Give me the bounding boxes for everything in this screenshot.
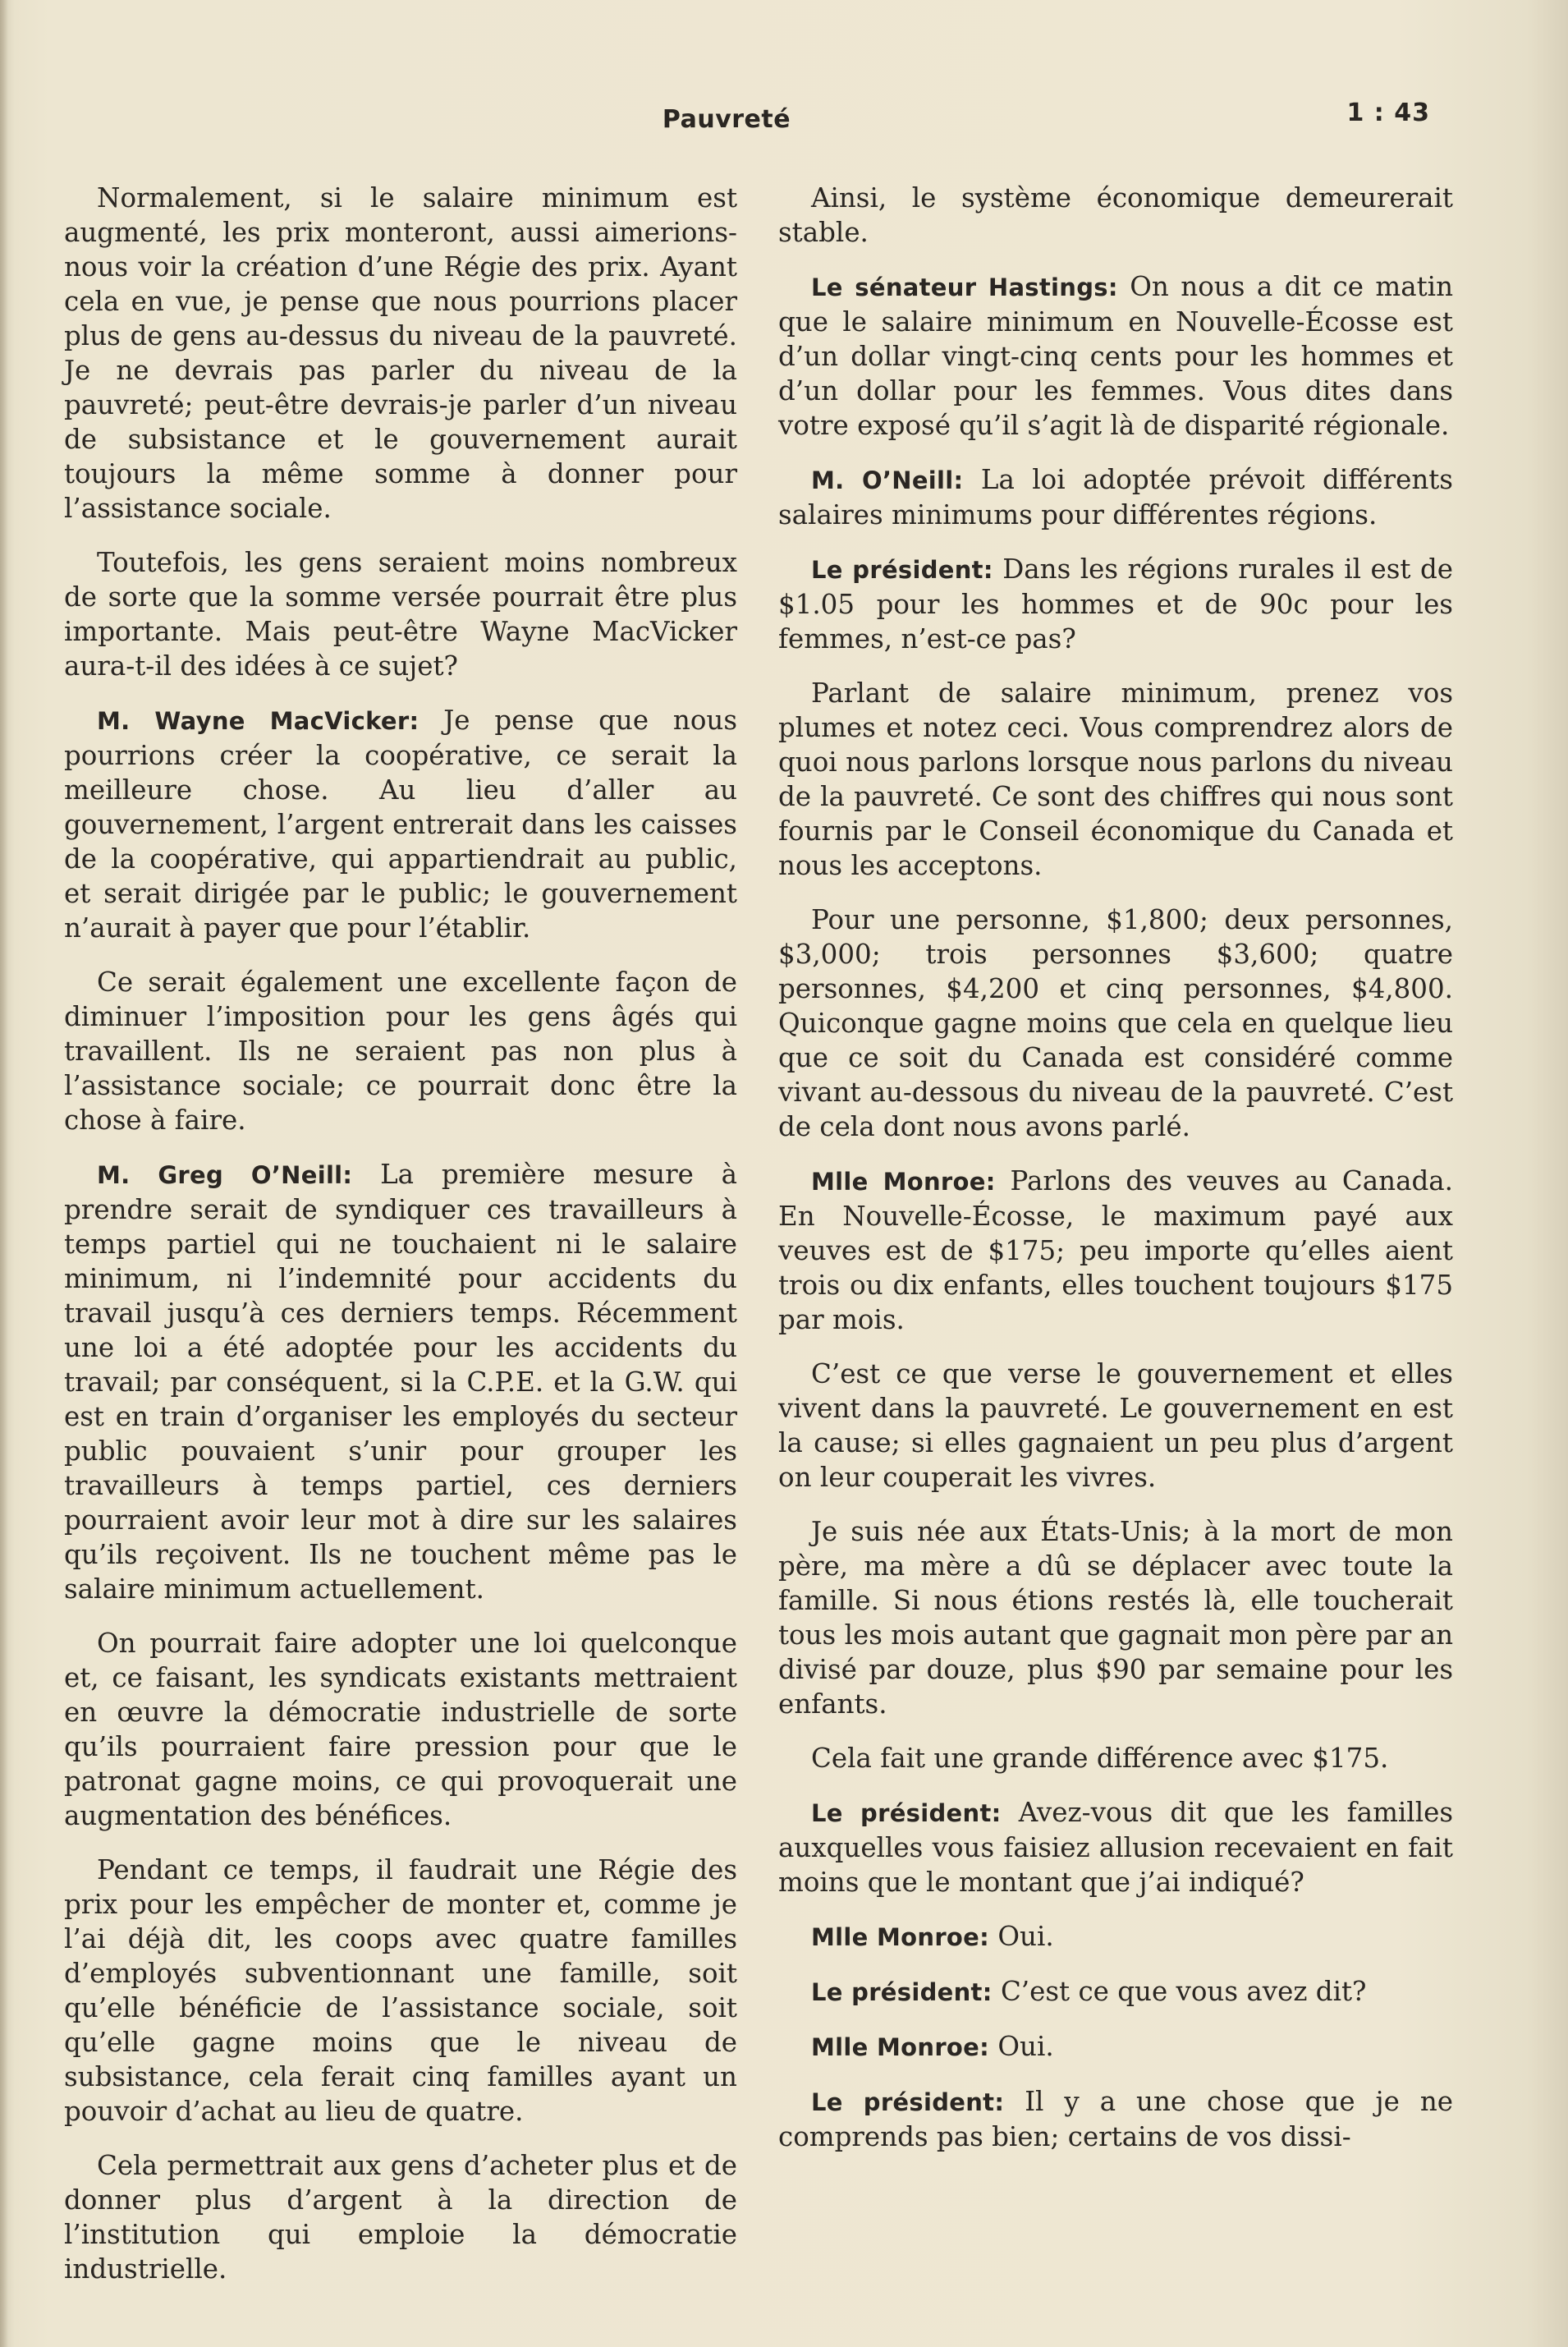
paragraph-text: Oui. <box>989 1921 1054 1952</box>
paragraph <box>64 703 737 945</box>
running-head <box>0 99 1568 146</box>
paragraph <box>64 1626 737 1833</box>
paragraph-text: Parlant de salaire minimum, prenez vos plumes et notez ceci. Vous comprendrez alors de quoi nous parlons lorsque nous parlons du niveau de la pauvreté. Ce sont des chiffres qui nous sont fournis par le Conseil économique du Canada et nous les acceptons. <box>778 677 1453 881</box>
speaker-name: Le président: <box>811 1978 993 2006</box>
paragraph <box>778 1741 1453 1775</box>
paragraph <box>778 269 1453 443</box>
paragraph-text: C’est ce que vous avez dit? <box>992 1976 1367 2007</box>
paragraph <box>778 2084 1453 2154</box>
paragraph-text: Dans les régions rurales il est de $1.05 pour les hommes et de 90c pour les femmes, n’est-ce pas? <box>778 553 1454 654</box>
paragraph <box>778 2029 1453 2065</box>
paragraph-text: Ainsi, le système économique demeurerait stable. <box>778 182 1453 248</box>
speaker-name: Le président: <box>811 556 993 584</box>
paragraph <box>64 545 737 683</box>
speaker-name: M. Wayne MacVicker: <box>97 707 420 735</box>
paragraph-text: La première mesure à prendre serait de syndiquer ces travailleurs à temps partiel qui ne touchaient ni le salaire minimum, ni l’indemnité pour accidents du travail jusqu’à ces derniers temps. Récemment une loi a été adoptée pour les accidents du travail; par conséquent, si la C.P.E. et la G.W. qui est en train d’organiser les employés du secteur public pouvaient s’unir pour grouper les travailleurs à temps partiel, ces derniers pourraient avoir leur mot à dire sur les salaires qu’ils reçoivent. Ils ne touchent même pas le salaire minimum actuellement. <box>64 1159 737 1605</box>
page-binding-shadow <box>0 0 8 2347</box>
paragraph <box>778 181 1453 250</box>
paragraph-text: Cela permettrait aux gens d’acheter plus et de donner plus d’argent à la direction de l’institution qui emploie la démocratie industrielle. <box>64 2150 737 2285</box>
speaker-name: Mlle Monroe: <box>811 1923 990 1951</box>
paragraph-text: Pour une personne, $1,800; deux personnes, $3,000; trois personnes $3,600; quatre personnes, $4,200 et cinq personnes, $4,800. Quiconque gagne moins que cela en quelque lieu que ce soit du Canada est considéré comme vivant au-dessous du niveau de la pauvreté. C’est de cela dont nous avons parlé. <box>778 904 1453 1142</box>
paragraph-text: Toutefois, les gens seraient moins nombreux de sorte que la somme versée pourrait être plus importante. Mais peut-être Wayne MacVicker aura-t-il des idées à ce sujet? <box>64 547 737 682</box>
paragraph <box>778 676 1453 883</box>
paragraph <box>778 462 1453 532</box>
paragraph-text: On nous a dit ce matin que le salaire minimum en Nouvelle-Écosse est d’un dollar vingt-cinq cents pour les hommes et d’un dollar pour les femmes. Vous dites dans votre exposé qu’il s’agit là de disparité régionale. <box>778 271 1453 441</box>
paragraph <box>64 2148 737 2286</box>
speaker-name: Le sénateur Hastings: <box>811 273 1118 301</box>
speaker-name: M. O’Neill: <box>811 466 964 494</box>
paragraph <box>64 1157 737 1606</box>
speaker-name: Le président: <box>811 2088 1005 2116</box>
paragraph <box>778 1164 1453 1337</box>
paragraph <box>778 1795 1453 1899</box>
paragraph <box>64 181 737 526</box>
paragraph-text: Cela fait une grande différence avec $175. <box>811 1743 1389 1774</box>
paragraph <box>778 1357 1453 1495</box>
right-column <box>778 181 1453 2174</box>
paragraph-text: Il y a une chose que je ne comprends pas bien; certains de vos dissi- <box>778 2086 1453 2152</box>
paragraph <box>64 1853 737 2129</box>
paragraph-text: La loi adoptée prévoit différents salaires minimums pour différentes régions. <box>778 464 1453 530</box>
paragraph-text: Avez-vous dit que les familles auxquelles vous faisiez allusion recevaient en fait moins que le montant que j’ai indiqué? <box>778 1797 1453 1898</box>
paragraph-text: On pourrait faire adopter une loi quelconque et, ce faisant, les syndicats existants mettraient en œuvre la démocratie industrielle de sorte qu’ils pourraient faire pression pour que le patronat gagne moins, ce qui provoquerait une augmentation des bénéfices. <box>64 1628 737 1831</box>
paragraph <box>778 552 1453 656</box>
paragraph-text: Pendant ce temps, il faudrait une Régie des prix pour les empêcher de monter et, comme je l’ai déjà dit, les coops avec quatre familles d’employés subventionnant une famille, soit qu’elle bénéficie de l’assistance sociale, soit qu’elle gagne moins que le niveau de subsistance, cela ferait cinq familles ayant un pouvoir d’achat au lieu de quatre. <box>64 1854 737 2127</box>
paragraph <box>778 1919 1453 1954</box>
paragraph <box>778 903 1453 1144</box>
paragraph <box>64 965 737 1137</box>
paragraph-text: Ce serait également une excellente façon de diminuer l’imposition pour les gens âgés qui travaillent. Ils ne seraient pas non plus à l’assistance sociale; ce pourrait donc être la chose à faire. <box>64 967 737 1136</box>
speaker-name: Le président: <box>811 1799 1002 1827</box>
speaker-name: M. Greg O’Neill: <box>97 1161 353 1189</box>
paragraph-text: Normalement, si le salaire minimum est augmenté, les prix monteront, aussi aimerions-nous voir la création d’une Régie des prix. Ayant cela en vue, je pense que nous pourrions placer plus de gens au-dessus du niveau de la pauvreté. Je ne devrais pas parler du niveau de la pauvreté; peut-être devrais-je parler d’un niveau de subsistance et le gouvernement aurait toujours la même somme à donner pour l’assistance sociale. <box>64 182 737 524</box>
paragraph-text: Oui. <box>989 2031 1054 2062</box>
speaker-name: Mlle Monroe: <box>811 2033 990 2061</box>
running-title: Pauvreté <box>662 105 791 134</box>
paragraph <box>778 1514 1453 1721</box>
paragraph-text: Parlons des veuves au Canada. En Nouvelle-Écosse, le maximum payé aux veuves est de $175; peu importe qu’elles aient trois ou dix enfants, elles touchent toujours $175 par mois. <box>778 1165 1453 1335</box>
paragraph <box>778 1974 1453 2009</box>
left-column <box>64 181 737 2306</box>
paragraph-text: Je suis née aux États-Unis; à la mort de mon père, ma mère a dû se déplacer avec toute la famille. Si nous étions restés là, elle toucherait tous les mois autant que gagnait mon père par an divisé par douze, plus $90 par semaine pour les enfants. <box>778 1516 1453 1720</box>
paragraph-text: C’est ce que verse le gouvernement et elles vivent dans la pauvreté. Le gouvernement en est la cause; si elles gagnaient un peu plus d’argent on leur couperait les vivres. <box>778 1358 1453 1493</box>
paragraph-text: Je pense que nous pourrions créer la coopérative, ce serait la meilleure chose. Au lieu d’aller au gouvernement, l’argent entrerait dans les caisses de la coopérative, qui appartiendrait au public, et serait dirigée par le public; le gouvernement n’aurait à payer que pour l’établir. <box>64 705 738 944</box>
page-number: 1 : 43 <box>1346 99 1430 127</box>
speaker-name: Mlle Monroe: <box>811 1168 996 1196</box>
